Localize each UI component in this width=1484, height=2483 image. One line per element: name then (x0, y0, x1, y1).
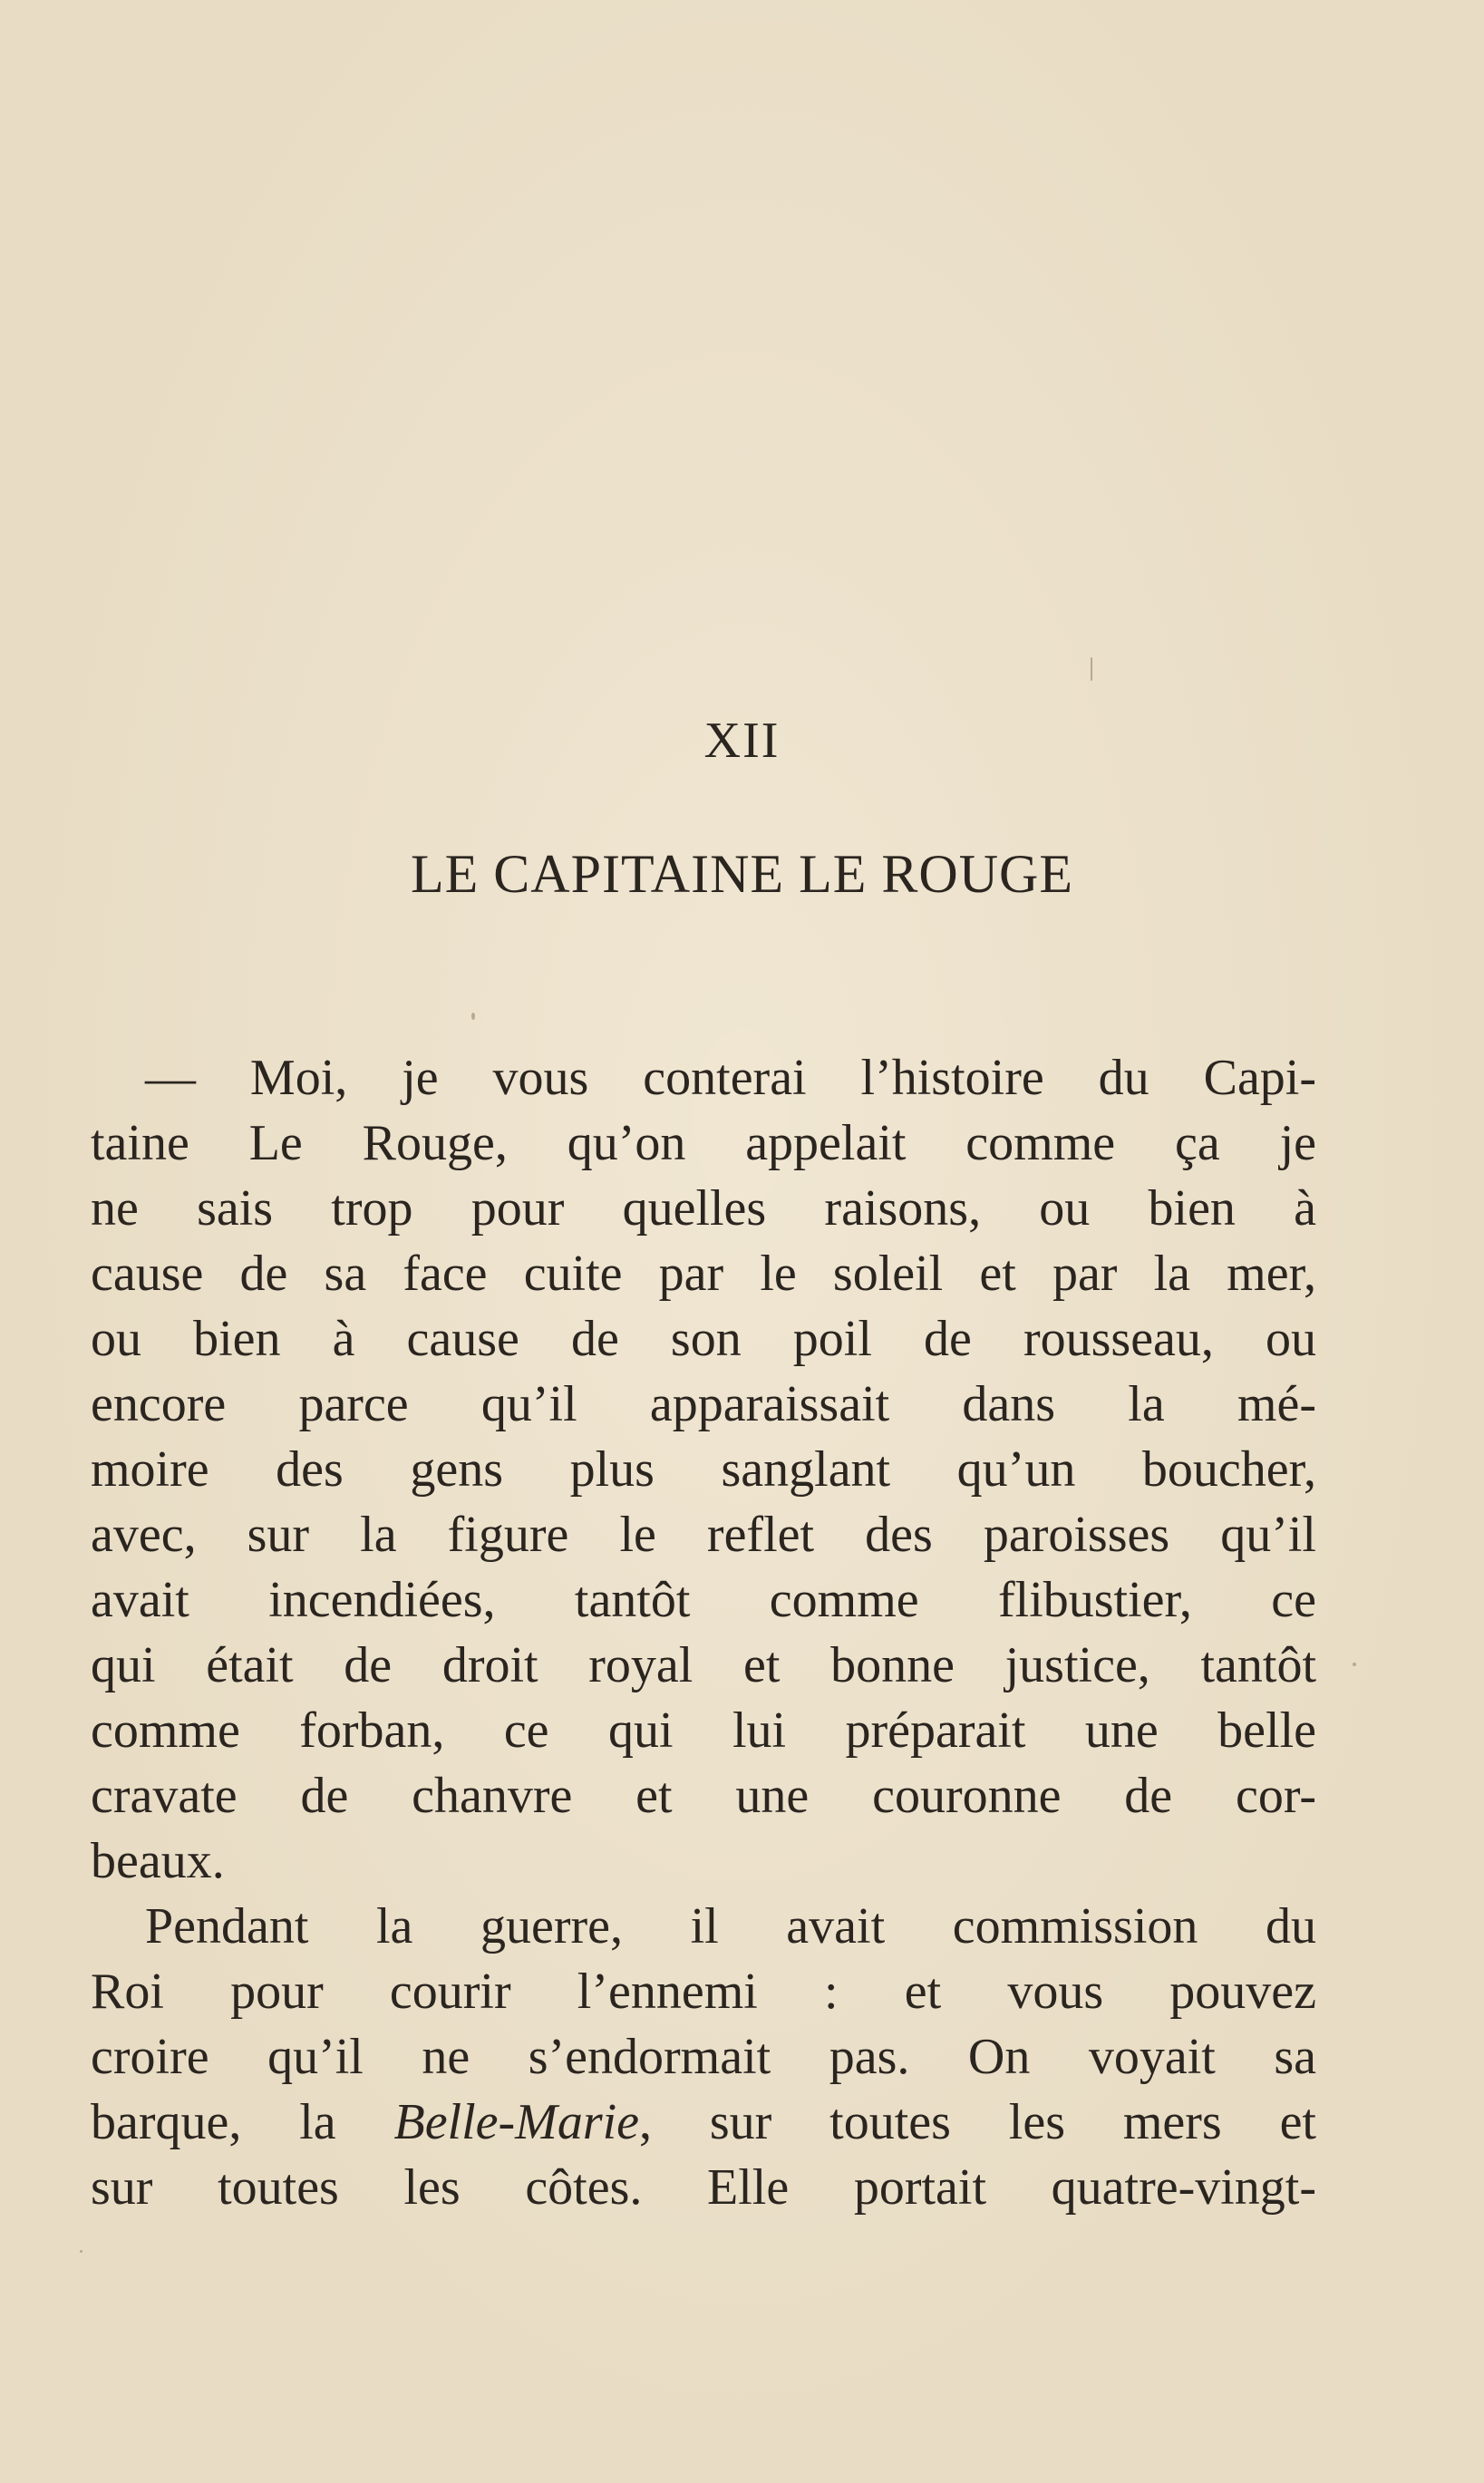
text-line: — Moi, je vous conterai l’histoire du Capi- (145, 1050, 1316, 1106)
bleed-line (91, 294, 1342, 359)
paper-speck (1353, 1663, 1356, 1666)
text-line: Roi pour courir l’ennemi : et vous pouvez (91, 1964, 1316, 2020)
text-line: beaux. (91, 1833, 225, 1889)
chapter-title: LE CAPITAINE LE ROUGE (410, 844, 1074, 904)
text-line: moire des gens plus sanglant qu’un boucher, (91, 1441, 1316, 1498)
text-line: taine Le Rouge, qu’on appelait comme ça je (91, 1115, 1316, 1171)
text-line: ne sais trop pour quelles raisons, ou bien à (91, 1180, 1316, 1237)
text-line: Pendant la guerre, il avait commission du (145, 1898, 1316, 1954)
text-line: comme forban, ce qui lui préparait une belle (91, 1702, 1316, 1759)
text-line: cause de sa face cuite par le soleil et par la mer, (91, 1246, 1316, 1302)
text-line: cravate de chanvre et une couronne de cor- (91, 1768, 1316, 1824)
paper-speck (471, 1013, 475, 1020)
bleed-line (91, 228, 1342, 294)
text-line: avec, sur la figure le reflet des paroisses qu’il (91, 1507, 1316, 1563)
chapter-number: XII (703, 713, 781, 769)
text-line: avait incendiées, tantôt comme flibustier, ce (91, 1572, 1316, 1628)
text-line: encore parce qu’il apparaissait dans la mé- (91, 1376, 1316, 1432)
text-line: barque, la Belle-Marie, sur toutes les mers et (91, 2094, 1316, 2150)
paper-speck (1091, 657, 1092, 681)
text-line: sur toutes les côtes. Elle portait quatre-vingt- (91, 2159, 1316, 2216)
body-text (91, 1045, 1316, 2220)
text-line: ou bien à cause de son poil de rousseau, ou (91, 1311, 1316, 1367)
text-line: qui était de droit royal et bonne justice, tantôt (91, 1637, 1316, 1693)
paper-speck (80, 2250, 82, 2253)
ship-name: Belle-Marie (393, 2094, 640, 2150)
text-line: croire qu’il ne s’endormait pas. On voyait sa (91, 2029, 1316, 2085)
bleed-line (91, 163, 1342, 228)
